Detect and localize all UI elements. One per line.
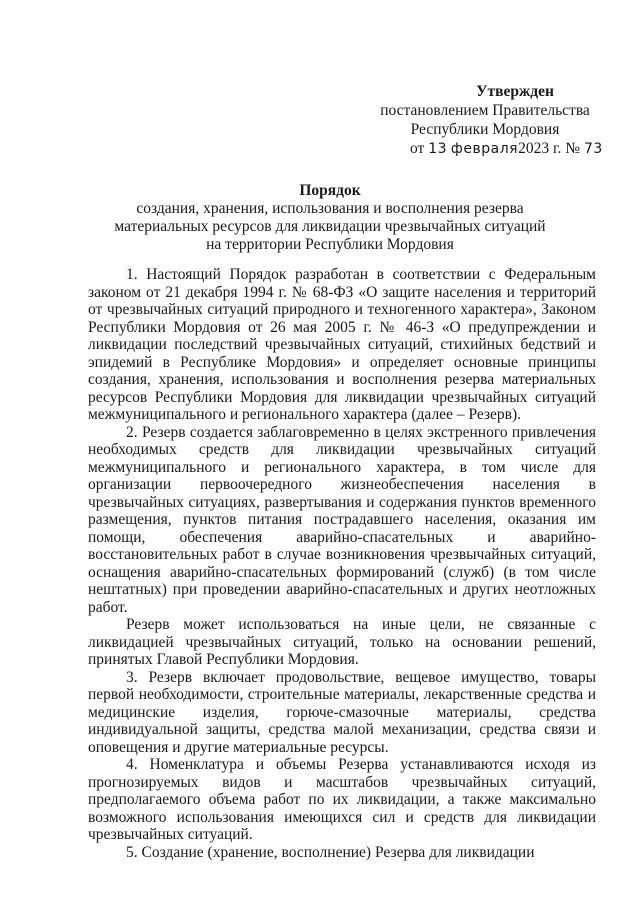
decree-month: февраля [450, 141, 519, 157]
decree-year: 2023 г. № [518, 140, 581, 157]
title-line-3: на территории Республики Мордовия [206, 236, 454, 253]
document-title [60, 182, 600, 254]
title-line-1: создания, хранения, использования и восполнения резерва [136, 200, 524, 217]
paragraph-4: 4. Номенклатура и объемы Резерва устанавливаются исходя из прогнозируемых видов и масштабов чрезвычайных ситуаций, предполагаемого объема работ по их ликвидации, а также максимально возможного использования имеющихся сил и средств для ликвидации чрезвычайных ситуаций. [88, 756, 596, 843]
decree-number: 73 [583, 141, 603, 157]
date-prefix: от [410, 140, 425, 157]
title-line-2: материальных ресурсов для ликвидации чрезвычайных ситуаций [114, 218, 546, 235]
paragraph-5: 5. Создание (хранение, восполнение) Резерва для ликвидации [126, 843, 535, 861]
decree-line-1: постановлением Правительства [380, 102, 590, 119]
paragraph-1: 1. Настоящий Порядок разработан в соответствии с Федеральным законом от 21 декабря 1994 г. № 68-ФЗ «О защите населения и территорий от чрезвычайных ситуаций природного и техногенного характера», Законом Республики Мордовия от 26 мая 2005 г. № 46-З «О предупреждении и ликвидации последствий чрезвычайных ситуаций, стихийных бедствий и эпидемий в Республике Мордовия» и определяет основные принципы создания, хранения, использования и восполнения резерва материальных ресурсов Республики Мордовия для ликвидации чрезвычайных ситуаций межмуниципального и регионального характера (далее – Резерв). [88, 266, 596, 423]
paragraph-2-note: Резерв может использоваться на иные цели, не связанные с ликвидацией чрезвычайных ситуаций, только на основании решений, принятых Главой Республики Мордовия. [88, 616, 596, 668]
decree-line-2: Республики Мордовия [410, 121, 560, 138]
decree-date-line [370, 139, 603, 159]
paragraph-2: 2. Резерв создается заблаговременно в целях экстренного привлечения необходимых средств для ликвидации чрезвычайных ситуаций межмуниципального и регионального характера, в том числе для организации первоочередного жизнеобеспечения населения в чрезвычайных ситуациях, развертывания и содержания пунктов временного размещения, пунктов питания пострадавшего населения, оказания им помощи, обеспечения аварийно-спасательных и аварийно-восстановительных работ в случае возникновения чрезвычайных ситуаций, оснащения аварийно-спасательных формирований (служб) (в том числе нештатных) при проведении аварийно-спасательных и других неотложных работ. [88, 423, 596, 616]
document-body [88, 266, 596, 861]
approval-block [370, 82, 603, 159]
paragraph-3: 3. Резерв включает продовольствие, вещевое имущество, товары первой необходимости, строительные материалы, лекарственные средства и медицинские изделия, горюче-смазочные материалы, средства индивидуальной защиты, средства малой механизации, средства связи и оповещения и другие материальные ресурсы. [88, 668, 596, 756]
decree-day: 13 [428, 141, 448, 157]
approved-label: Утвержден [476, 83, 554, 100]
title-heading: Порядок [299, 182, 361, 199]
